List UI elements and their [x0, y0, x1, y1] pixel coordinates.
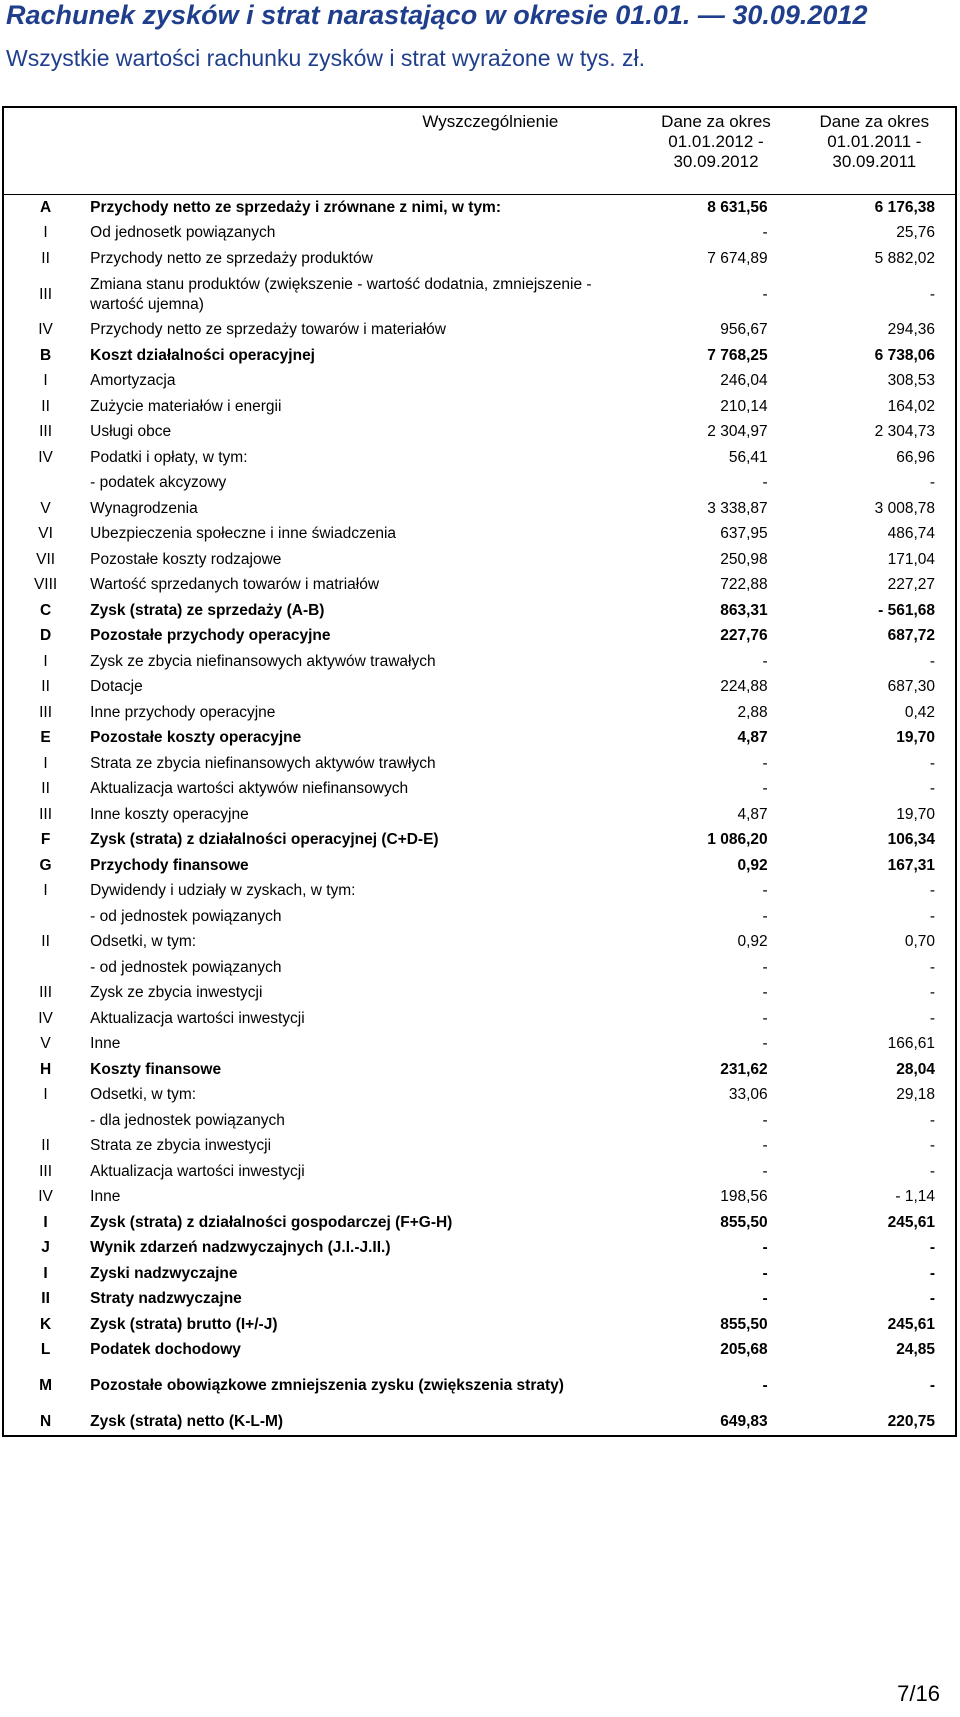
- row-value-current-cell: -: [762, 1009, 768, 1027]
- row-value-previous-cell: 167,31: [887, 856, 935, 874]
- row-value-previous-cell: 25,76: [896, 224, 935, 242]
- table-row: [3, 369, 956, 395]
- table-row: [3, 445, 956, 471]
- table-row: [3, 1057, 956, 1083]
- row-value-current-cell: -: [762, 1239, 768, 1257]
- table-row: [3, 1363, 956, 1409]
- row-label-cell: Dywidendy i udziały w zyskach, w tym:: [90, 882, 356, 900]
- row-value-previous-cell: 0,42: [904, 703, 935, 721]
- row-label-cell: Inne: [90, 1035, 121, 1053]
- row-label-cell: Zysk ze zbycia inwestycji: [90, 984, 263, 1002]
- row-value-current-cell: -: [762, 958, 768, 976]
- row-value-current-cell: 8 631,56: [707, 198, 768, 216]
- row-label-cell: Zmiana stanu produktów (zwiększenie - wartość dodatnia, zmniejszenie - wartość ujemna): [90, 275, 592, 313]
- row-number-cell: M: [39, 1377, 53, 1394]
- row-label-cell: - od jednostek powiązanych: [90, 958, 282, 976]
- income-statement-table: [2, 106, 957, 1437]
- table-row: [3, 1134, 956, 1160]
- row-value-current-cell: 1 086,20: [707, 831, 768, 849]
- row-label-cell: Zużycie materiałów i energii: [90, 397, 282, 415]
- row-label-cell: Aktualizacja wartości aktywów niefinansowych: [90, 780, 409, 798]
- page-title: Rachunek zysków i strat narastająco w okresie 01.01. — 30.09.2012: [6, 0, 868, 30]
- row-label-cell: Wynik zdarzeń nadzwyczajnych (J.I.-J.II.): [90, 1239, 391, 1257]
- header-period-previous: [794, 107, 956, 195]
- table-row: [3, 879, 956, 905]
- table-row: [3, 700, 956, 726]
- row-number-cell: J: [41, 1239, 50, 1257]
- row-number-cell: II: [41, 397, 50, 415]
- row-value-previous-cell: 227,27: [887, 576, 935, 594]
- table-row: [3, 221, 956, 247]
- row-number-cell: N: [39, 1412, 52, 1430]
- row-label-cell: Strata ze zbycia inwestycji: [90, 1137, 272, 1155]
- row-value-previous-cell: -: [929, 652, 935, 670]
- table-row: [3, 1006, 956, 1032]
- table-row: [3, 195, 956, 221]
- row-number-cell: IV: [38, 321, 53, 339]
- row-value-current-cell: 0,92: [737, 856, 768, 874]
- table-row: [3, 318, 956, 344]
- row-value-current-cell: 33,06: [728, 1086, 768, 1104]
- row-value-current-cell: 855,50: [720, 1315, 768, 1333]
- header-period-previous-line1: Dane za okres: [819, 112, 930, 131]
- row-number-cell: L: [40, 1341, 51, 1359]
- row-value-previous-cell: 687,30: [887, 678, 935, 696]
- row-label-cell: Podatek dochodowy: [90, 1341, 241, 1359]
- row-number-cell: I: [43, 652, 48, 670]
- row-value-current-cell: -: [762, 984, 768, 1002]
- row-number-cell: D: [39, 627, 52, 645]
- row-value-previous-cell: -: [929, 1009, 935, 1027]
- row-label-cell: Przychody netto ze sprzedaży towarów i materiałów: [90, 321, 446, 339]
- row-value-previous-cell: -: [929, 1377, 935, 1394]
- table-row: [3, 598, 956, 624]
- row-label-cell: Zysk (strata) netto (K-L-M): [90, 1412, 284, 1430]
- row-value-current-cell: 722,88: [720, 576, 768, 594]
- row-value-current-cell: -: [762, 754, 768, 772]
- row-number-cell: II: [41, 249, 50, 267]
- row-number-cell: IV: [38, 1009, 53, 1027]
- row-label-cell: Usługi obce: [90, 423, 172, 441]
- table-row: [3, 955, 956, 981]
- row-value-current-cell: 3 338,87: [707, 499, 768, 517]
- row-number-cell: H: [39, 1060, 52, 1078]
- row-value-previous-cell: 19,70: [896, 729, 935, 747]
- row-value-current-cell: -: [762, 1162, 768, 1180]
- table-row: [3, 1083, 956, 1109]
- row-number-cell: I: [43, 1213, 48, 1231]
- row-label-cell: Straty nadzwyczajne: [90, 1290, 242, 1308]
- row-value-current-cell: 7 674,89: [707, 249, 768, 267]
- row-value-current-cell: 205,68: [720, 1341, 768, 1359]
- row-label-cell: Od jednosetk powiązanych: [90, 224, 276, 242]
- row-value-current-cell: 246,04: [720, 372, 768, 390]
- row-label-cell: Pozostałe koszty rodzajowe: [90, 550, 282, 568]
- row-value-previous-cell: 5 882,02: [874, 249, 935, 267]
- header-period-previous-line2: 01.01.2011 -: [827, 132, 922, 151]
- row-label-cell: - od jednostek powiązanych: [90, 907, 282, 925]
- row-number-cell: K: [39, 1315, 52, 1333]
- row-number-cell: III: [39, 703, 53, 721]
- row-value-previous-cell: 687,72: [887, 627, 935, 645]
- row-label-cell: Zysk ze zbycia niefinansowych aktywów trawałych: [90, 652, 436, 670]
- table-row: [3, 1236, 956, 1262]
- table-row: [3, 930, 956, 956]
- row-value-current-cell: 956,67: [720, 321, 768, 339]
- row-number-cell: IV: [38, 448, 53, 466]
- row-value-previous-cell: -: [929, 1162, 935, 1180]
- row-value-current-cell: 863,31: [720, 601, 768, 619]
- table-row: [3, 777, 956, 803]
- row-value-current-cell: 250,98: [720, 550, 768, 568]
- row-label-cell: Zyski nadzwyczajne: [90, 1264, 238, 1282]
- table-body: [3, 195, 956, 1436]
- row-value-current-cell: 2 304,97: [707, 423, 768, 441]
- table-row: [3, 1338, 956, 1364]
- row-value-current-cell: -: [762, 882, 768, 900]
- row-number-cell: I: [43, 1264, 48, 1282]
- row-number-cell: II: [41, 933, 50, 951]
- row-label-cell: Zysk (strata) brutto (I+/-J): [90, 1315, 278, 1333]
- table-header-row: [3, 107, 956, 195]
- table-row: [3, 1409, 956, 1436]
- row-value-current-cell: -: [762, 1035, 768, 1053]
- row-label-cell: Odsetki, w tym:: [90, 1086, 197, 1104]
- row-value-previous-cell: 245,61: [887, 1213, 935, 1231]
- row-number-cell: V: [40, 1035, 51, 1053]
- header-period-current-line3: 30.09.2012: [673, 152, 759, 171]
- row-number-cell: VII: [36, 550, 56, 568]
- row-value-previous-cell: -: [929, 1137, 935, 1155]
- row-value-current-cell: -: [762, 1137, 768, 1155]
- row-label-cell: Aktualizacja wartości inwestycji: [90, 1009, 305, 1027]
- table-row: [3, 649, 956, 675]
- row-label-cell: - podatek akcyzowy: [90, 474, 227, 492]
- row-value-current-cell: -: [762, 907, 768, 925]
- row-value-current-cell: -: [762, 1264, 768, 1282]
- row-number-cell: [3, 955, 87, 981]
- row-label-cell: Zysk (strata) ze sprzedaży (A-B): [90, 601, 325, 619]
- row-value-current-cell: 227,76: [720, 627, 768, 645]
- row-label-cell: Dotacje: [90, 678, 143, 696]
- row-value-previous-cell: -: [929, 285, 935, 303]
- row-number-cell: IV: [38, 1188, 53, 1206]
- row-value-current-cell: 224,88: [720, 678, 768, 696]
- row-value-previous-cell: 3 008,78: [874, 499, 935, 517]
- row-number-cell: III: [39, 423, 53, 441]
- table-row: [3, 246, 956, 272]
- row-value-previous-cell: 166,61: [887, 1035, 935, 1053]
- row-number-cell: A: [39, 198, 52, 216]
- row-value-previous-cell: -: [929, 1290, 935, 1308]
- row-number-cell: I: [43, 882, 48, 900]
- row-value-current-cell: -: [762, 1377, 768, 1394]
- row-number-cell: III: [39, 1162, 53, 1180]
- row-label-cell: Zysk (strata) z działalności operacyjnej (C+D-E): [90, 831, 439, 849]
- row-number-cell: [3, 471, 87, 497]
- row-number-cell: VI: [38, 525, 53, 543]
- row-label-cell: Przychody netto ze sprzedaży i zrównane z nimi, w tym:: [90, 198, 502, 216]
- table-row: [3, 1185, 956, 1211]
- row-label-cell: Zysk (strata) z działalności gospodarczej (F+G-H): [90, 1213, 453, 1231]
- row-value-current-cell: 637,95: [720, 525, 768, 543]
- row-number-cell: C: [39, 601, 52, 619]
- page-number: 7/16: [897, 1681, 940, 1706]
- row-value-previous-cell: -: [929, 780, 935, 798]
- row-number-cell: III: [39, 805, 53, 823]
- row-value-previous-cell: 24,85: [896, 1341, 935, 1359]
- row-label-cell: Koszty finansowe: [90, 1060, 222, 1078]
- table-row: [3, 726, 956, 752]
- row-value-current-cell: 7 768,25: [707, 346, 768, 364]
- row-value-previous-cell: 294,36: [887, 321, 935, 339]
- row-label-cell: Koszt działalności operacyjnej: [90, 346, 315, 364]
- row-value-previous-cell: -: [929, 1264, 935, 1282]
- table-row: [3, 624, 956, 650]
- row-label-cell: Strata ze zbycia niefinansowych aktywów trawłych: [90, 754, 436, 772]
- row-label-cell: Pozostałe koszty operacyjne: [90, 729, 302, 747]
- row-label-cell: Przychody finansowe: [90, 856, 249, 874]
- header-period-current-line1: Dane za okres: [661, 112, 771, 131]
- table-row: [3, 751, 956, 777]
- row-number-cell: F: [40, 831, 51, 849]
- table-row: [3, 420, 956, 446]
- row-value-current-cell: -: [762, 285, 768, 303]
- row-number-cell: II: [41, 1290, 50, 1308]
- row-number-cell: I: [43, 1086, 48, 1104]
- row-value-previous-cell: 308,53: [887, 372, 935, 390]
- row-label-cell: Przychody netto ze sprzedaży produktów: [90, 249, 373, 267]
- row-label-cell: Wynagrodzenia: [90, 499, 198, 517]
- table-row: [3, 1210, 956, 1236]
- table-row: [3, 1159, 956, 1185]
- header-label: Wyszczególnienie: [422, 112, 559, 131]
- table-row: [3, 981, 956, 1007]
- row-number-cell: III: [39, 285, 53, 303]
- table-row: [3, 802, 956, 828]
- row-value-current-cell: 4,87: [737, 805, 768, 823]
- table-row: [3, 394, 956, 420]
- table-row: [3, 522, 956, 548]
- row-label-cell: Wartość sprzedanych towarów i matriałów: [90, 576, 380, 594]
- table-row: [3, 573, 956, 599]
- table-row: [3, 675, 956, 701]
- table-row: [3, 828, 956, 854]
- row-value-previous-cell: 171,04: [887, 550, 935, 568]
- row-value-current-cell: 649,83: [720, 1412, 768, 1430]
- table-row: [3, 496, 956, 522]
- row-number-cell: I: [43, 372, 48, 390]
- row-value-previous-cell: - 1,14: [895, 1188, 935, 1206]
- table-row: [3, 1032, 956, 1058]
- row-value-previous-cell: 6 738,06: [874, 346, 935, 364]
- table-row: [3, 853, 956, 879]
- table-row: [3, 1312, 956, 1338]
- row-value-previous-cell: 0,70: [904, 933, 935, 951]
- row-value-previous-cell: -: [929, 958, 935, 976]
- row-number-cell: II: [41, 780, 50, 798]
- row-number-cell: II: [41, 1137, 50, 1155]
- row-label-cell: Inne koszty operacyjne: [90, 805, 249, 823]
- row-label-cell: Inne przychody operacyjne: [90, 703, 276, 721]
- row-label-cell: Pozostałe obowiązkowe zmniejszenia zysku (zwiększenia straty): [90, 1377, 564, 1394]
- row-value-previous-cell: -: [929, 984, 935, 1002]
- header-num-cell: [3, 107, 87, 195]
- row-value-previous-cell: 19,70: [896, 805, 935, 823]
- table-row: [3, 272, 956, 318]
- row-value-previous-cell: 66,96: [896, 448, 935, 466]
- row-value-previous-cell: -: [929, 882, 935, 900]
- row-value-previous-cell: - 561,68: [878, 601, 935, 619]
- row-value-previous-cell: -: [929, 754, 935, 772]
- row-number-cell: II: [41, 678, 50, 696]
- table-row: [3, 1261, 956, 1287]
- row-label-cell: Ubezpieczenia społeczne i inne świadczenia: [90, 525, 397, 543]
- header-period-current: [638, 107, 793, 195]
- row-value-current-cell: 198,56: [720, 1188, 768, 1206]
- row-number-cell: [3, 1108, 87, 1134]
- row-number-cell: I: [43, 224, 48, 242]
- row-value-previous-cell: -: [929, 474, 935, 492]
- row-number-cell: VIII: [33, 576, 58, 594]
- row-value-current-cell: 210,14: [720, 397, 768, 415]
- row-value-previous-cell: 29,18: [896, 1086, 935, 1104]
- row-number-cell: III: [39, 984, 53, 1002]
- row-value-current-cell: 0,92: [737, 933, 768, 951]
- table-row: [3, 1108, 956, 1134]
- row-value-current-cell: -: [762, 780, 768, 798]
- row-value-previous-cell: -: [929, 1111, 935, 1129]
- row-label-cell: Podatki i opłaty, w tym:: [90, 448, 248, 466]
- page-subtitle: Wszystkie wartości rachunku zysków i strat wyrażone w tys. zł.: [6, 45, 646, 71]
- row-value-current-cell: 231,62: [720, 1060, 768, 1078]
- row-value-current-cell: -: [762, 1111, 768, 1129]
- row-value-previous-cell: 28,04: [896, 1060, 935, 1078]
- row-value-previous-cell: 486,74: [887, 525, 935, 543]
- row-label-cell: - dla jednostek powiązanych: [90, 1111, 285, 1129]
- row-value-current-cell: 2,88: [737, 703, 768, 721]
- row-label-cell: Pozostałe przychody operacyjne: [90, 627, 331, 645]
- row-value-current-cell: 855,50: [720, 1213, 768, 1231]
- row-label-cell: Inne: [90, 1188, 121, 1206]
- table-row: [3, 547, 956, 573]
- row-label-cell: Amortyzacja: [90, 372, 176, 390]
- row-number-cell: B: [39, 346, 52, 364]
- row-label-cell: Aktualizacja wartości inwestycji: [90, 1162, 305, 1180]
- row-value-current-cell: 4,87: [737, 729, 768, 747]
- table-row: [3, 1287, 956, 1313]
- row-number-cell: [3, 904, 87, 930]
- row-number-cell: G: [39, 856, 52, 874]
- row-value-previous-cell: 2 304,73: [874, 423, 935, 441]
- table-row: [3, 471, 956, 497]
- header-period-current-line2: 01.01.2012 -: [668, 132, 764, 151]
- row-value-previous-cell: 6 176,38: [874, 198, 935, 216]
- table-row: [3, 904, 956, 930]
- row-value-previous-cell: 220,75: [887, 1412, 935, 1430]
- row-number-cell: I: [43, 754, 48, 772]
- row-number-cell: V: [40, 499, 51, 517]
- row-value-previous-cell: -: [929, 907, 935, 925]
- row-value-current-cell: -: [762, 1290, 768, 1308]
- row-value-current-cell: -: [762, 652, 768, 670]
- row-value-current-cell: -: [762, 474, 768, 492]
- table-row: [3, 343, 956, 369]
- row-value-previous-cell: 245,61: [887, 1315, 935, 1333]
- header-period-previous-line3: 30.09.2011: [832, 152, 917, 171]
- row-value-current-cell: 56,41: [728, 448, 768, 466]
- row-number-cell: E: [40, 729, 51, 747]
- row-value-previous-cell: -: [929, 1239, 935, 1257]
- row-value-current-cell: -: [762, 224, 768, 242]
- row-label-cell: Odsetki, w tym:: [90, 933, 197, 951]
- row-value-previous-cell: 106,34: [887, 831, 935, 849]
- row-value-previous-cell: 164,02: [887, 397, 935, 415]
